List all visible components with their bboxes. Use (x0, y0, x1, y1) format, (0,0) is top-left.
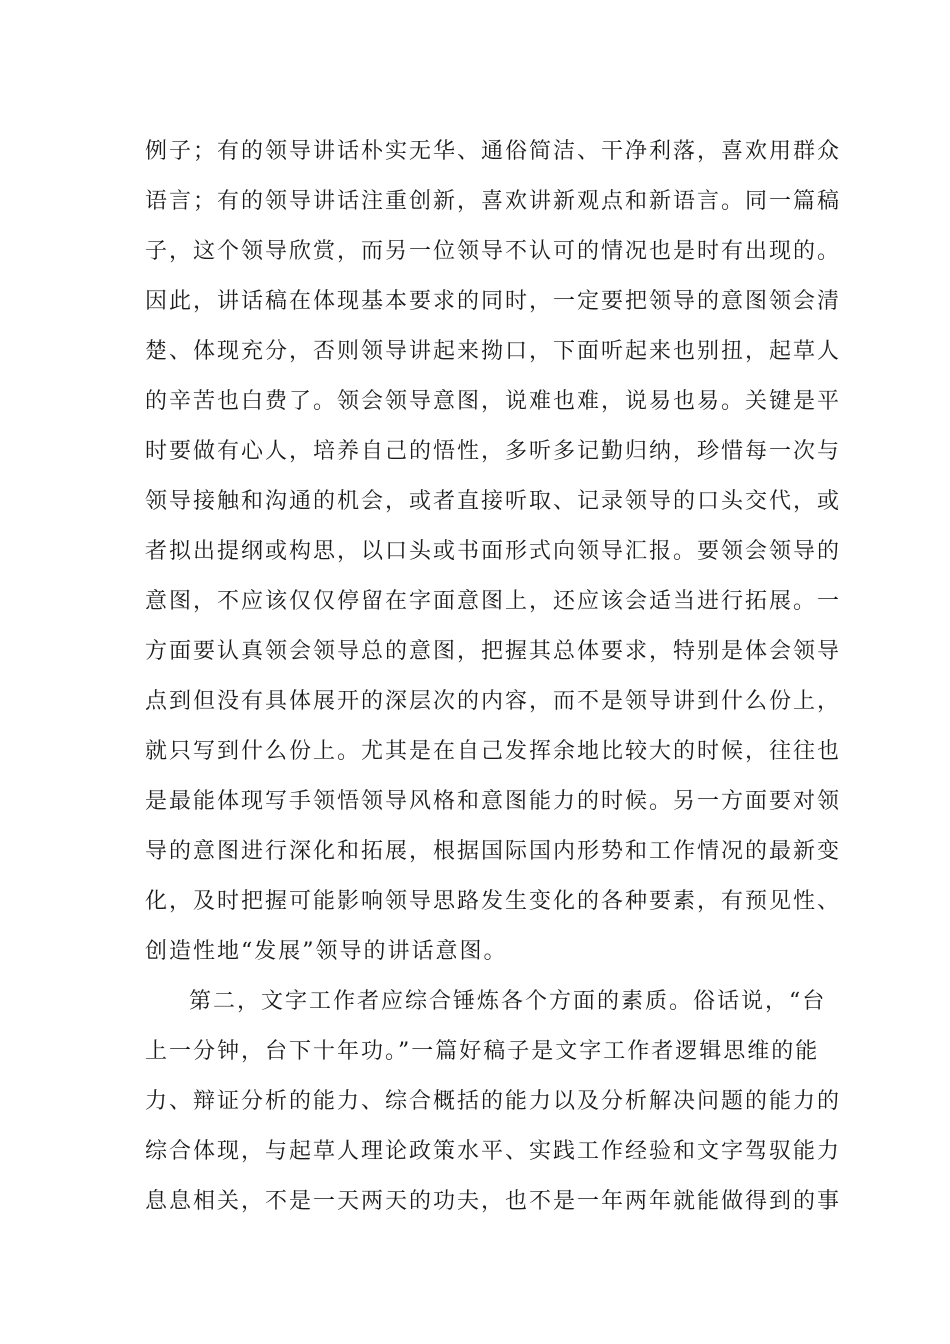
text-line: 化，及时把握可能影响领导思路发生变化的各种要素，有预见性、 (145, 889, 842, 914)
text-line: 上一分钟，台下十年功。”一篇好稿子是文字工作者逻辑思维的能 (145, 1039, 820, 1064)
text-line: 语言；有的领导讲话注重创新，喜欢讲新观点和新语言。同一篇稿 (145, 189, 842, 214)
text-line: 时要做有心人，培养自己的悟性，多听多记勤归纳，珍惜每一次与 (145, 439, 842, 464)
text-line: 方面要认真领会领导总的意图，把握其总体要求，特别是体会领导 (145, 639, 842, 664)
text-line: 就只写到什么份上。尤其是在自己发挥余地比较大的时候，往往也 (145, 739, 842, 764)
text-line: 意图，不应该仅仅停留在字面意图上，还应该会适当进行拓展。一 (145, 589, 842, 614)
text-line: 息息相关，不是一天两天的功夫，也不是一年两年就能做得到的事 (145, 1189, 842, 1214)
text-line: 综合体现，与起草人理论政策水平、实践工作经验和文字驾驭能力 (145, 1139, 842, 1164)
text-line: 创造性地“发展”领导的讲话意图。 (145, 939, 508, 964)
text-line: 楚、体现充分，否则领导讲起来拗口，下面听起来也别扭，起草人 (145, 339, 842, 364)
text-line: 领导接触和沟通的机会，或者直接听取、记录领导的口头交代，或 (145, 489, 842, 514)
text-line: 例子；有的领导讲话朴实无华、通俗简洁、干净利落，喜欢用群众 (145, 139, 842, 164)
paragraph-start-line: 第二，文字工作者应综合锤炼各个方面的素质。俗话说，“台 (189, 989, 827, 1014)
text-line: 因此，讲话稿在体现基本要求的同时，一定要把领导的意图领会清 (145, 289, 842, 314)
text-line: 导的意图进行深化和拓展，根据国际国内形势和工作情况的最新变 (145, 839, 842, 864)
text-line: 子，这个领导欣赏，而另一位领导不认可的情况也是时有出现的。 (145, 239, 842, 264)
text-line: 点到但没有具体展开的深层次的内容，而不是领导讲到什么份上， (145, 689, 842, 714)
text-line: 是最能体现写手领悟领导风格和意图能力的时候。另一方面要对领 (145, 789, 842, 814)
text-line: 的辛苦也白费了。领会领导意图，说难也难，说易也易。关键是平 (145, 389, 842, 414)
text-line: 力、辩证分析的能力、综合概括的能力以及分析解决问题的能力的 (145, 1089, 842, 1114)
document-body (145, 127, 842, 1227)
text-line: 者拟出提纲或构思，以口头或书面形式向领导汇报。要领会领导的 (145, 539, 842, 564)
